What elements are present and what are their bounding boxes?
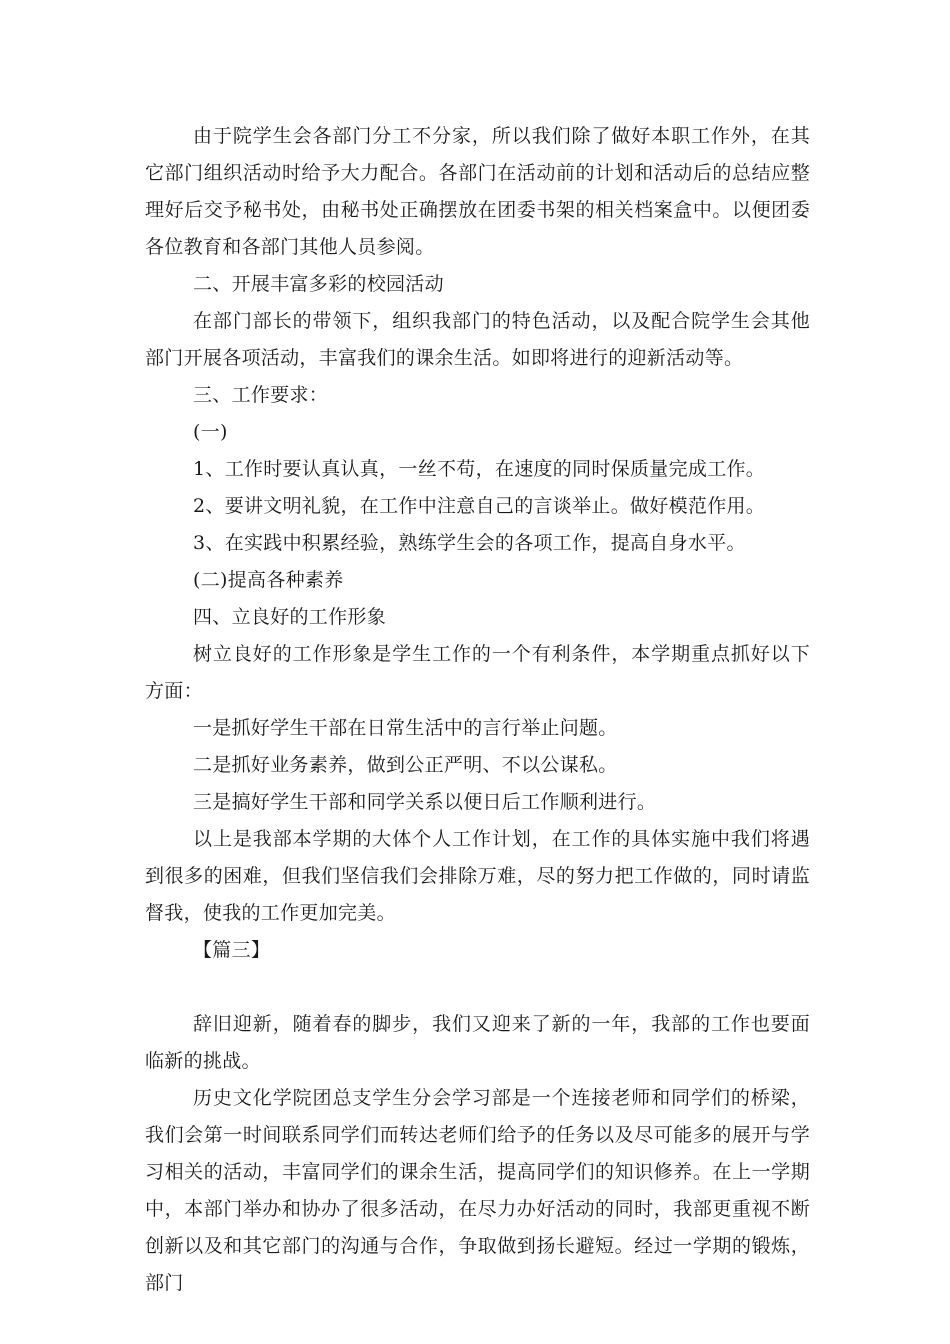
list-item: 一是抓好学生干部在日常生活中的言行举止问题。 — [193, 717, 618, 739]
subsection-heading: (一) — [193, 421, 228, 443]
list-item: 3、在实践中积累经验，熟练学生会的各项工作，提高自身水平。 — [193, 532, 746, 554]
paragraph: 以上是我部本学期的大体个人工作计划，在工作的具体实施中我们将遇到很多的困难，但我们坚信我们会排除万难，尽的努力把工作做的，同时请监督我，使我的工作更加完美。 — [145, 828, 810, 924]
list-item: 二是抓好业务素养，做到公正严明、不以公谋私。 — [193, 754, 618, 776]
list-item: 三是搞好学生干部和同学关系以便日后工作顺利进行。 — [193, 791, 657, 813]
section-heading: 二、开展丰富多彩的校园活动 — [193, 273, 444, 295]
paragraph: 历史文化学院团总支学生分会学习部是一个连接老师和同学们的桥梁，我们会第一时间联系同学们而转达老师们给予的任务以及尽可能多的展开与学习相关的活动，丰富同学们的课余生活，提高同学们的知识修养。在上一学期中，本部门举办和协办了很多活动，在尽力办好活动的同时，我部更重视不断创新以及和其它部门的沟通与合作，争取做到扬长避短。经过一学期的锻炼，部门 — [145, 1087, 810, 1294]
subsection-heading: (二)提高各种素养 — [193, 569, 344, 591]
paragraph: 树立良好的工作形象是学生工作的一个有利条件，本学期重点抓好以下方面： — [145, 643, 810, 702]
document-body — [145, 118, 810, 1302]
paragraph: 由于院学生会各部门分工不分家，所以我们除了做好本职工作外，在其它部门组织活动时给予大力配合。各部门在活动前的计划和活动后的总结应整理好后交予秘书处，由秘书处正确摆放在团委书架的相关档案盒中。以便团委各位教育和各部门其他人员参阅。 — [145, 125, 810, 258]
part-heading: 【篇三】 — [193, 939, 271, 961]
list-item: 2、要讲文明礼貌，在工作中注意自己的言谈举止。做好模范作用。 — [193, 495, 766, 517]
section-heading: 四、立良好的工作形象 — [193, 606, 387, 628]
list-item: 1、工作时要认真认真，一丝不苟，在速度的同时保质量完成工作。 — [193, 458, 766, 480]
paragraph: 辞旧迎新，随着春的脚步，我们又迎来了新的一年，我部的工作也要面临新的挑战。 — [145, 1013, 810, 1072]
paragraph: 在部门部长的带领下，组织我部门的特色活动，以及配合院学生会其他部门开展各项活动，丰富我们的课余生活。如即将进行的迎新活动等。 — [145, 310, 810, 369]
section-heading: 三、工作要求： — [193, 384, 329, 406]
